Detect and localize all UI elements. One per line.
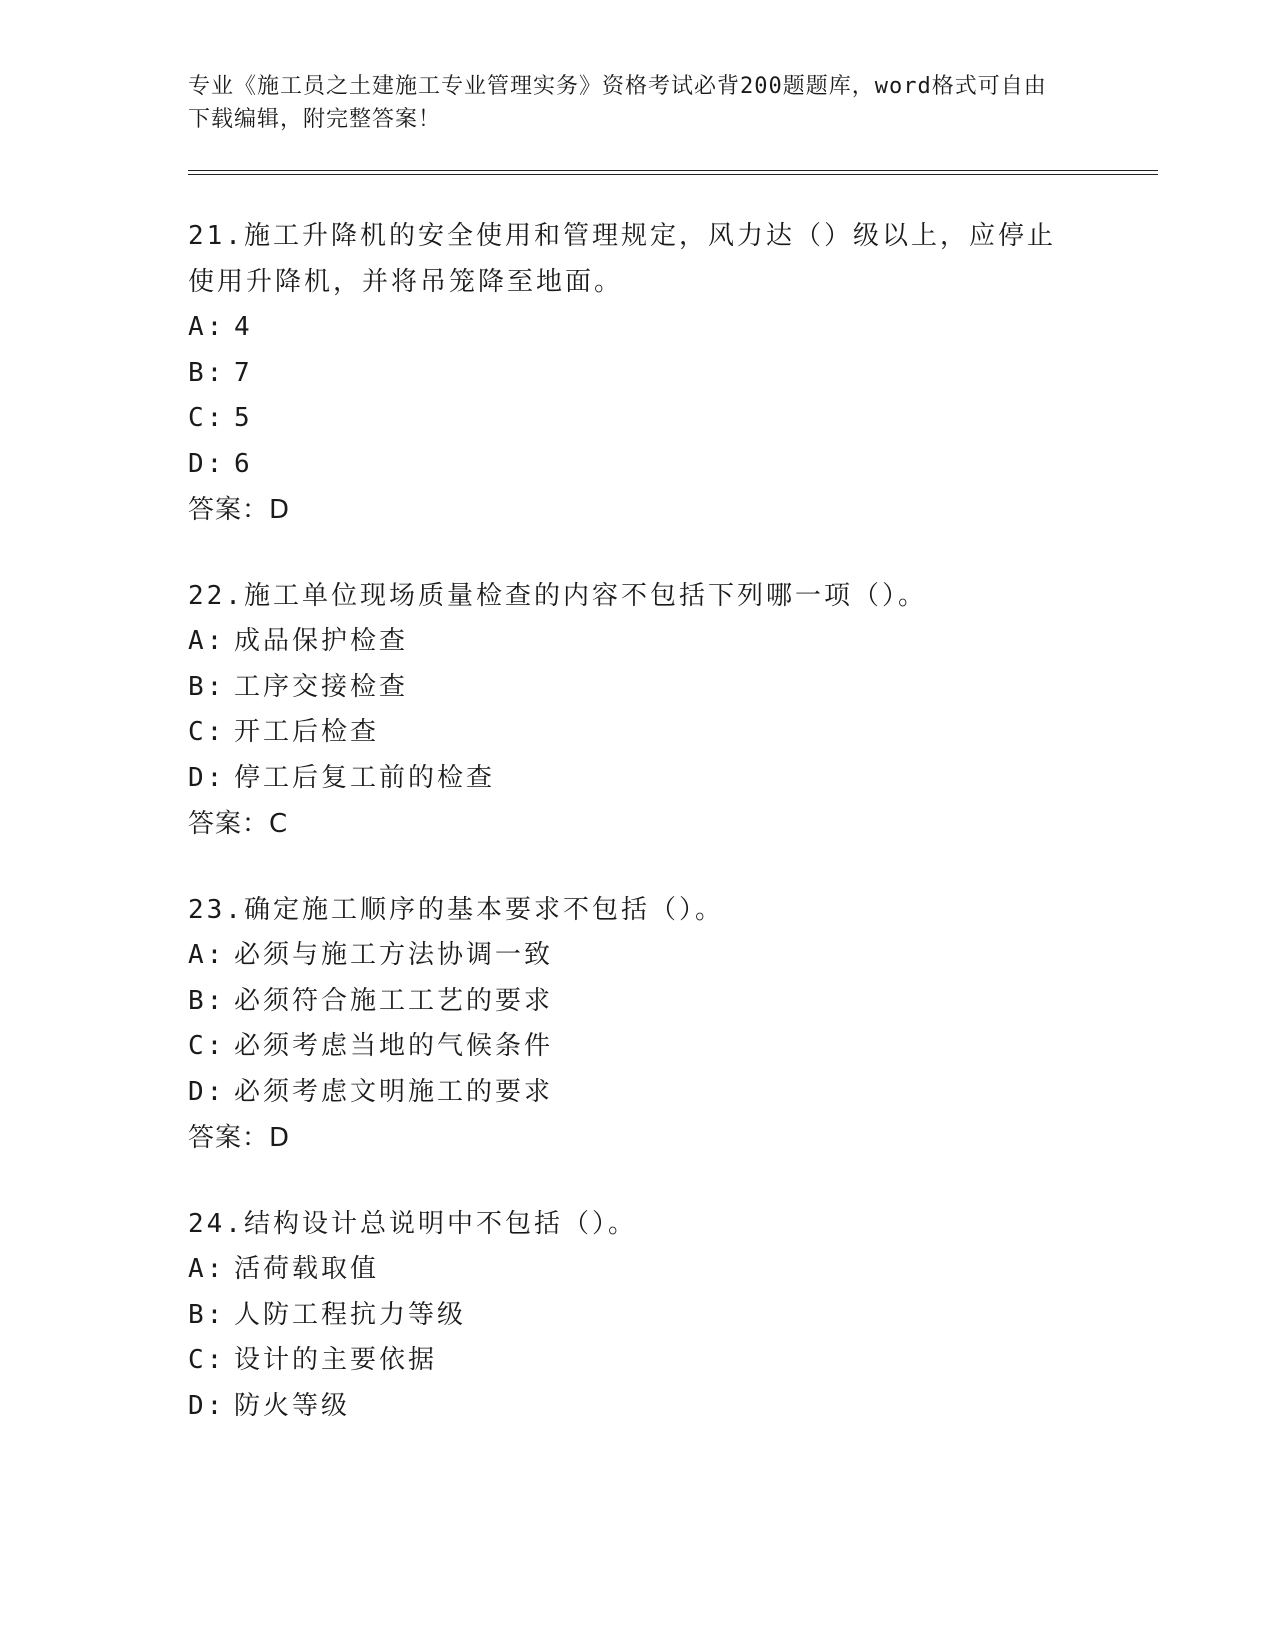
- option-text: 必须考虑当地的气候条件: [234, 1031, 554, 1061]
- option-text: 5: [234, 403, 253, 433]
- option-text: 防火等级: [234, 1390, 351, 1421]
- option-a: [188, 1247, 1158, 1293]
- document-title: 专业《施工员之土建施工专业管理实务》资格考试必背200题题库，word格式可自由下载编辑，附完整答案！: [188, 74, 1047, 132]
- option-text: 工序交接检查: [234, 671, 409, 702]
- option-b: [188, 1293, 1158, 1339]
- option-key: C:: [188, 1345, 226, 1375]
- option-b: [188, 979, 1158, 1025]
- option-key: A:: [188, 1254, 226, 1284]
- question-stem: 21.施工升降机的安全使用和管理规定，风力达（）级以上，应停止使用升降机，并将吊笼降至地面。: [188, 221, 1056, 297]
- option-a: [188, 305, 1158, 351]
- option-text: 6: [234, 448, 253, 479]
- question-stem: 24.结构设计总说明中不包括（）。: [188, 1209, 637, 1239]
- option-key: D:: [188, 448, 226, 479]
- option-text: 停工后复工前的检查: [234, 762, 496, 793]
- answer-line: 答案：D: [188, 1123, 291, 1153]
- answer-line: 答案：D: [188, 495, 291, 525]
- question-list: [188, 213, 1158, 1429]
- option-key: B:: [188, 357, 226, 388]
- option-key: D:: [188, 762, 226, 793]
- option-d: [188, 1070, 1158, 1116]
- question-22: [188, 573, 1158, 847]
- option-text: 活荷载取值: [234, 1254, 380, 1284]
- double-divider: [188, 170, 1158, 175]
- option-d: [188, 1384, 1158, 1430]
- option-d: [188, 756, 1158, 802]
- option-key: C:: [188, 717, 226, 747]
- option-c: [188, 710, 1158, 756]
- option-d: [188, 442, 1158, 488]
- option-c: [188, 396, 1158, 442]
- option-c: [188, 1024, 1158, 1070]
- question-21: [188, 213, 1158, 533]
- option-key: D:: [188, 1390, 226, 1421]
- question-stem: 23.确定施工顺序的基本要求不包括（）。: [188, 895, 724, 925]
- option-key: B:: [188, 1299, 226, 1330]
- option-text: 必须符合施工工艺的要求: [234, 985, 554, 1016]
- option-text: 4: [234, 312, 253, 342]
- option-text: 必须与施工方法协调一致: [234, 940, 554, 970]
- question-23: [188, 887, 1158, 1161]
- option-key: C:: [188, 403, 226, 433]
- option-b: [188, 351, 1158, 397]
- question-stem: 22.施工单位现场质量检查的内容不包括下列哪一项（）。: [188, 581, 927, 611]
- option-a: [188, 619, 1158, 665]
- option-b: [188, 665, 1158, 711]
- option-text: 开工后检查: [234, 717, 380, 747]
- option-text: 设计的主要依据: [234, 1345, 438, 1375]
- option-key: A:: [188, 626, 226, 656]
- option-key: D:: [188, 1076, 226, 1107]
- document-page: [188, 70, 1158, 1469]
- answer-line: 答案：C: [188, 809, 289, 839]
- option-key: B:: [188, 985, 226, 1016]
- option-text: 7: [234, 357, 253, 388]
- question-24: [188, 1201, 1158, 1429]
- option-key: A:: [188, 940, 226, 970]
- option-key: A:: [188, 312, 226, 342]
- option-a: [188, 933, 1158, 979]
- option-c: [188, 1338, 1158, 1384]
- option-text: 必须考虑文明施工的要求: [234, 1076, 554, 1107]
- option-text: 人防工程抗力等级: [234, 1299, 467, 1330]
- option-key: C:: [188, 1031, 226, 1061]
- option-text: 成品保护检查: [234, 626, 409, 656]
- option-key: B:: [188, 671, 226, 702]
